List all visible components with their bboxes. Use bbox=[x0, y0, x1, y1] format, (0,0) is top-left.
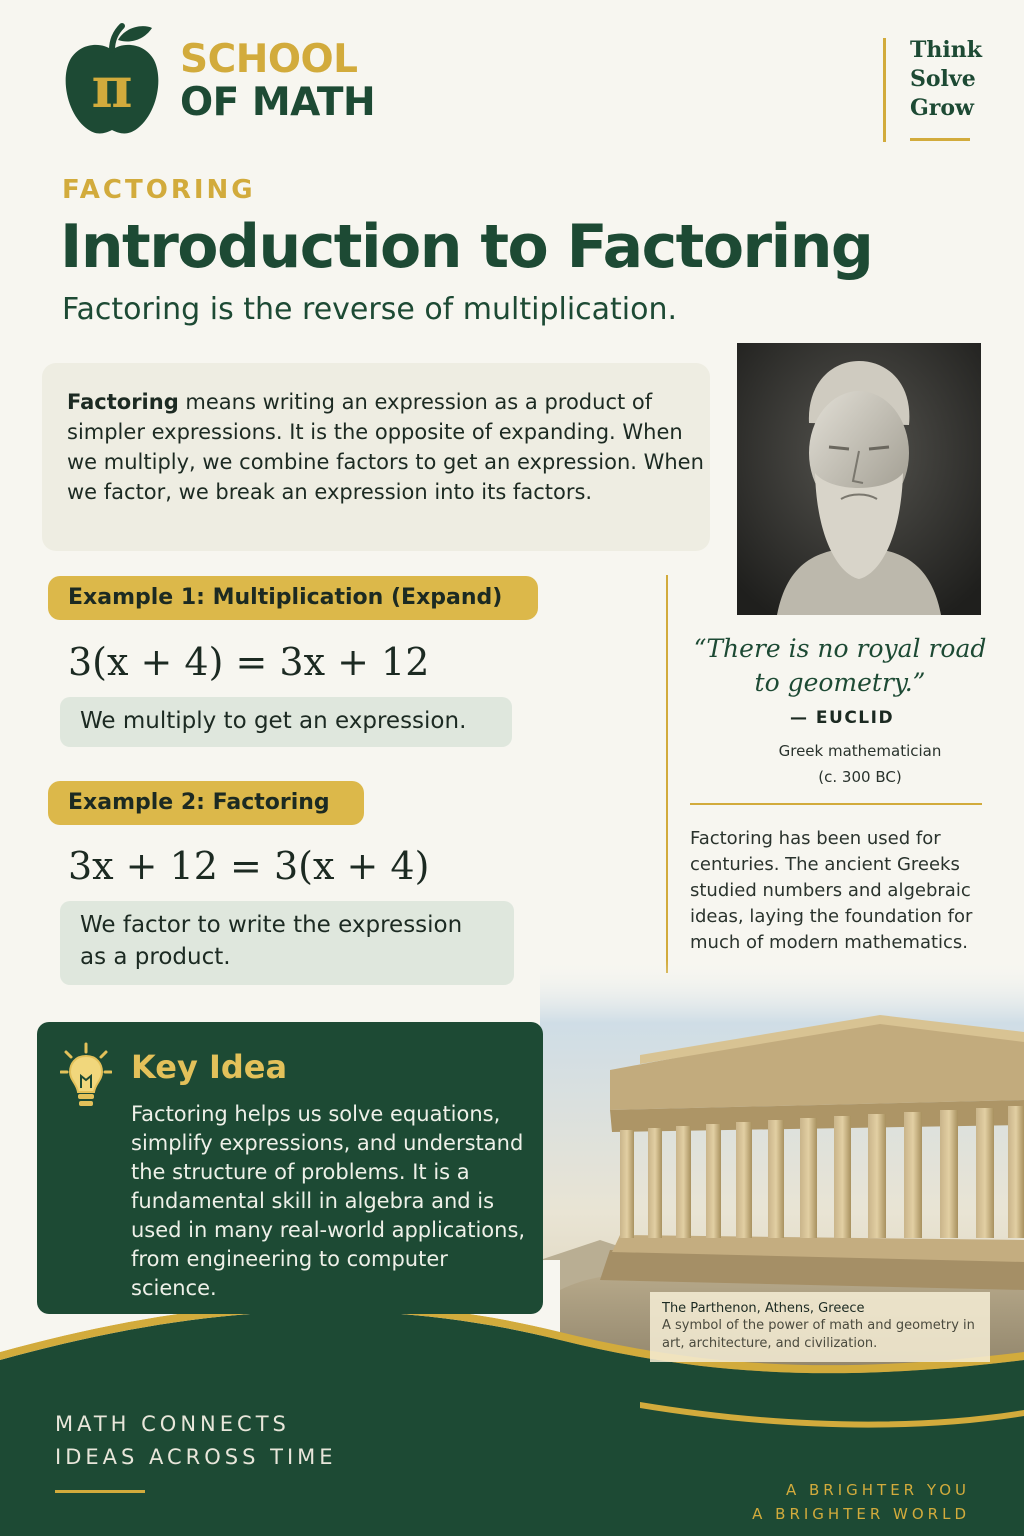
motto bbox=[910, 36, 982, 123]
quote-author: — EUCLID bbox=[790, 708, 895, 728]
footer-tagline bbox=[55, 1408, 337, 1474]
key-idea-text: Factoring helps us solve equations, simplify expressions, and understand the structure of problems. It is a fundamental skill in algebra and is used in many real-world applications, from engineering to computer science. bbox=[131, 1102, 526, 1300]
page-title: Introduction to Factoring bbox=[60, 212, 873, 282]
motto-grow: Grow bbox=[910, 95, 974, 121]
page-subtitle: Factoring is the reverse of multiplication. bbox=[62, 292, 678, 327]
motto-think: Think bbox=[910, 37, 982, 63]
brand-line2: OF MATH bbox=[180, 80, 376, 125]
caption-title: The Parthenon, Athens, Greece bbox=[662, 1301, 865, 1316]
euclid-quote: “There is no royal road to geometry.” bbox=[693, 634, 987, 697]
definition-box bbox=[42, 363, 710, 551]
lightbulb-icon bbox=[60, 1042, 112, 1112]
euclid-bust-image bbox=[737, 343, 981, 615]
example-2-note: We factor to write the expression as a product. bbox=[60, 901, 514, 985]
column-divider bbox=[666, 575, 668, 973]
parthenon-caption bbox=[650, 1292, 990, 1362]
definition-text bbox=[67, 387, 707, 507]
example-1-equation: 3(x + 4) = 3x + 12 bbox=[68, 640, 430, 684]
footer-slogan-line2: A BRIGHTER WORLD bbox=[752, 1505, 970, 1523]
brand-name bbox=[180, 37, 376, 125]
motto-divider bbox=[883, 38, 886, 142]
example-2-equation: 3x + 12 = 3(x + 4) bbox=[68, 844, 430, 888]
logo-pi-glyph: π bbox=[91, 55, 133, 121]
footer-slogan-line1: A BRIGHTER YOU bbox=[785, 1481, 970, 1499]
caption-text: A symbol of the power of math and geometry in art, architecture, and civilization. bbox=[662, 1318, 975, 1351]
example-1-label: Example 1: Multiplication (Expand) bbox=[48, 576, 538, 620]
motto-underline bbox=[910, 138, 970, 141]
section-kicker: FACTORING bbox=[62, 175, 256, 205]
history-text: Factoring has been used for centuries. The ancient Greeks studied numbers and algebraic ideas, laying the foundation for much of modern mathematics. bbox=[690, 828, 973, 953]
definition-body: means writing an expression as a product of simpler expressions. It is the opposite of expanding. When we multiply, we combine factors to get an expression. When we factor, we break an expression into its factors. bbox=[67, 390, 704, 504]
footer-tagline-line2: IDEAS ACROSS TIME bbox=[55, 1445, 337, 1469]
quote-divider bbox=[690, 803, 982, 805]
definition-term: Factoring bbox=[67, 390, 179, 414]
apple-pi-logo bbox=[62, 22, 162, 140]
motto-solve: Solve bbox=[910, 66, 976, 92]
author-role: Greek mathematician bbox=[778, 742, 942, 760]
example-1-note: We multiply to get an expression. bbox=[60, 697, 512, 747]
example-2-label: Example 2: Factoring bbox=[48, 781, 364, 825]
footer-tagline-line1: MATH CONNECTS bbox=[55, 1412, 290, 1436]
key-idea-title: Key Idea bbox=[131, 1048, 288, 1086]
footer-underline bbox=[55, 1490, 145, 1493]
quote-author-role bbox=[760, 738, 960, 790]
footer-slogan bbox=[660, 1478, 970, 1526]
author-era: (c. 300 BC) bbox=[818, 768, 902, 786]
brand-line1: SCHOOL bbox=[180, 37, 358, 82]
